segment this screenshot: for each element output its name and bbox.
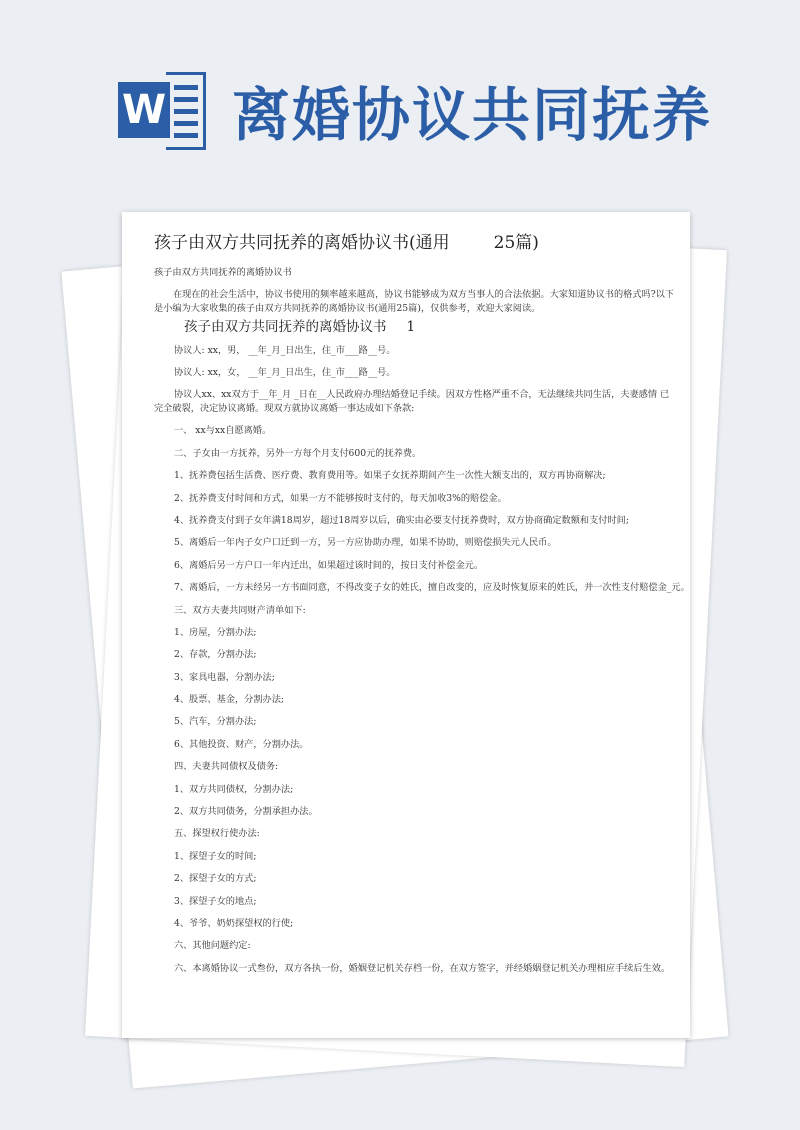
clause-item: 4、爷爷、奶奶探望权的行使; [174, 917, 294, 929]
clause-item: 三、双方夫妻共同财产清单如下: [174, 604, 306, 616]
word-icon-letter: W [118, 82, 170, 138]
word-icon-lines [166, 72, 206, 150]
banner-title: 离婚协议共同抚养 [232, 81, 713, 149]
document-title [154, 228, 674, 253]
document-body [154, 266, 690, 976]
clause-item: 2、抚养费支付时间和方式，如果一方不能够按时支付的，每天加收3%的赔偿金。 [174, 492, 507, 504]
party-a-line: 协议人: xx，男， __年_月_日出生，住_市___路__号。 [174, 345, 396, 356]
clause-list [154, 424, 690, 975]
party-b-line: 协议人: xx，女， __年_月_日出生，住_市___路__号。 [174, 367, 396, 378]
clause-item: 4、抚养费支付到子女年满18周岁，超过18周岁以后，确实由必要支付抚养费时，双方协商确定数额和支付时间; [174, 514, 629, 526]
clause-item: 2、存款，分割办法; [174, 649, 257, 661]
banner-header [0, 0, 800, 210]
clause-item: 2、双方共同债务，分割承担办法。 [174, 806, 318, 818]
section-title [184, 320, 678, 334]
clause-item: 6、其他投资、财产，分割办法。 [174, 738, 309, 750]
preamble-paragraph: 协议人xx、xx双方于__年_月 _日在__人民政府办理结婚登记手续。因双方性格严重不合，无法继续共同生活，夫妻感情 已完全破裂，决定协议离婚。现双方就协议离婚一事达成如下条款: [154, 389, 670, 414]
clause-item: 二、子女由一方抚养，另外一方每个月支付600元的抚养费。 [174, 447, 422, 459]
clause-item: 1、房屋，分割办法; [174, 626, 257, 638]
section-number: 1 [406, 319, 416, 335]
clause-item: 2、探望子女的方式; [174, 873, 257, 885]
clause-item: 4、股票、基金，分割办法; [174, 694, 285, 706]
document-title-main: 孩子由双方共同抚养的离婚协议书(通用 [154, 233, 450, 253]
clause-item: 六、本离婚协议一式叁份，双方各执一份，婚姻登记机关存档一份，在双方签字，并经婚姻登记机关办理相应手续后生效。 [174, 962, 671, 974]
clause-item: 四、夫妻共同债权及债务: [174, 761, 279, 773]
clause-item: 3、探望子女的地点; [174, 895, 257, 907]
clause-item: 7、离婚后，一方未经另一方书面同意，不得改变子女的姓氏，擅自改变的，应及时恢复原来的姓氏，并一次性支付赔偿金_元。 [174, 582, 690, 594]
clause-item: 1、探望子女的时间; [174, 850, 257, 862]
intro-paragraph: 在现在的社会生活中，协议书使用的频率越来越高，协议书能够成为双方当事人的合法依据。大家知道协议书的格式吗?以下是小编为大家收集的孩子由双方共同抚养的离婚协议书(通用25篇)，仅供参考，欢迎大家阅读。 [154, 289, 675, 314]
document-subheading: 孩子由双方共同抚养的离婚协议书 [154, 267, 292, 278]
clause-item: 5、离婚后一年内子女户口迁到一方，另一方应协助办理，如果不协助，则赔偿损失元人民币。 [174, 537, 557, 549]
clause-item: 六、其他问题约定: [174, 940, 251, 952]
clause-item: 五、探望权行使办法: [174, 828, 260, 840]
clause-item: 一、 xx与xx自愿离婚。 [174, 425, 272, 437]
clause-item: 1、抚养费包括生活费、医疗费、教育费用等。如果子女抚养期间产生一次性大额支出的，双方再协商解决; [174, 470, 606, 482]
section-title-text: 孩子由双方共同抚养的离婚协议书 [184, 319, 387, 335]
clause-item: 5、汽车，分割办法; [174, 716, 257, 728]
clause-item: 3、家具电器，分割办法; [174, 671, 275, 683]
word-document-icon [118, 72, 206, 154]
document-title-count: 25篇) [493, 233, 539, 253]
clause-item: 6、离婚后另一方户口一年内迁出，如果超过该时间的，按日支付补偿金元。 [174, 559, 484, 571]
document-page [122, 212, 690, 1038]
clause-item: 1、双方共同债权，分割办法; [174, 783, 294, 795]
